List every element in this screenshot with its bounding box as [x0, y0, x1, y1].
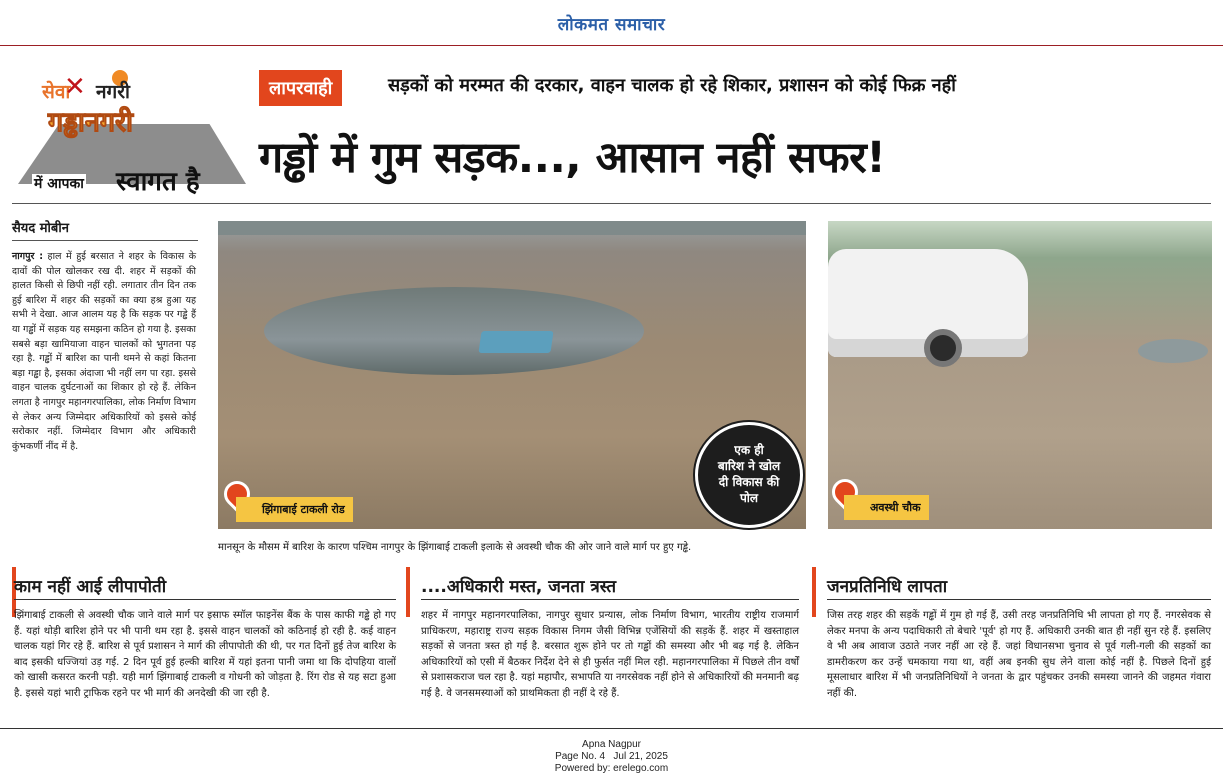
page-footer [0, 739, 1223, 775]
powered-by: Powered by: erelego.com [554, 763, 669, 774]
divider [12, 203, 1211, 204]
location-tag: झिंगाबाई टाकली रोड [236, 497, 353, 522]
kicker-label: लापरवाही [259, 70, 342, 106]
dateline: नागपुर : [12, 251, 43, 262]
section-body: जिस तरह शहर की सड़कें गड्ढों में गुम हो गई हैं, उसी तरह जनप्रतिनिधि भी लापता हो गए हैं. नगरसेवक से लेकर मनपा के अन्य पदाधिकारी तो बेचारे 'पूर्व' हो गए हैं. अधिकारी उनकी बात ही नहीं सुन रहे हैं. इसलिए वे भी अब आवाज उठाते नजर नहीं आ रहे हैं. जहां विधानसभा चुनाव से पूर्व गली-गली की सड़कों का डामरीकरण कर उन्हें चमकाया गया था, वहीं अब इनकी सुध लेने वाला कोई नहीं है. पिछले दिनों हुई मूसलाधार बारिश में भी जनप्रतिनिधियों ने जनता के द्वार पहुंचकर उनकी समस्या जानने की जहमत गंवारा नहीं की. [827, 610, 1211, 699]
logo-welcome-a: में आपका [34, 176, 84, 192]
location-tag: अवस्थी चौक [844, 495, 929, 520]
cross-mark-icon: ✕ [64, 72, 86, 102]
section-body: शहर में नागपुर महानगरपालिका, नागपुर सुधार प्रन्यास, लोक निर्माण विभाग, भारतीय राष्ट्रीय राजमार्ग प्राधिकरण, महाराष्ट्र राज्य सड़क विकास निगम जैसी विभिन्न एजेंसियों की सड़कें हैं. शहर में खस्ताहाल सड़कों से जनता त्रस्त हो गई है. बरसात शुरू होने पर तो गड्ढों की समस्या और भी बढ़ गई है. लेकिन अधिकारियों को एसी में बैठकर निर्देश देने से ही फुर्सत नहीं मिल रही. महानगरपालिका में पिछले तीन वर्षों से प्रशासकराज चल रहा है. यहां महापौर, सभापति या नगरसेवक नहीं होने से अधिकारियों की मनमानी बढ़ गई है. वे जनसमस्याओं को प्राथमिकता ही नहीं दे रहे हैं. [421, 610, 799, 699]
section-marker [812, 567, 816, 617]
byline: सैयद मोबीन [12, 221, 69, 236]
callout-bubble [695, 422, 803, 528]
lead-paragraph [12, 250, 196, 454]
callout-line: दी विकास की [718, 475, 780, 489]
column-logo [12, 70, 248, 200]
headline: गड्ढों में गुम सड़क..., आसान नहीं सफर! [259, 133, 886, 183]
logo-gaddhanagri: गड्ढानगरी [48, 107, 134, 138]
puddle-graphic [1138, 339, 1208, 363]
newspaper-name: लोकमत समाचार [557, 15, 666, 35]
section-body: झिंगाबाई टाकली से अवस्थी चौक जाने वाले मार्ग पर इसाफ स्मॉल फाइनेंस बैंक के पास काफी गड्ढे हो गए हैं. यहां थोड़ी बारिश होने पर भी पानी थम रहा है. इससे वाहन चालकों को कठिनाई हो रही है. कई वाहन चालक यहां गिर रहे हैं. बारिश से पूर्व प्रशासन ने मार्ग की लीपापोती की थी, पर गत दिनों हुई तेज बारिश के बाद इसकी धज्जियां उड़ गई. 2 दिन पूर्व हुई हल्की बारिश में यहां इतना पानी जमा था कि दोपहिया वालों को खासी कसरत करनी पड़ी. यही मार्ग झिंगाबाई टाकली व गोधनी को जोड़ता है. रिंग रोड से यह सटा हुआ है. इससे यहां भारी ट्राफिक रहने पर भी मार्ग की अनदेखी की जा रही है. [14, 610, 396, 699]
logo-welcome-b: स्वागत है [116, 167, 200, 197]
logo-seva: सेवा [42, 81, 71, 103]
divider [0, 728, 1223, 729]
edition-name: Apna Nagpur [582, 739, 641, 750]
divider [14, 599, 396, 600]
page-info: Page No. 4 Jul 21, 2025 [555, 751, 668, 762]
photo-awasthi-chowk [828, 221, 1212, 529]
section-marker [406, 567, 410, 617]
callout-line: बारिश ने खोल [717, 459, 781, 473]
divider [421, 599, 799, 600]
debris-graphic [478, 331, 553, 353]
logo-nagri: नगरी [96, 81, 130, 103]
photo-caption: मानसून के मौसम में बारिश के कारण पश्चिम नागपुर के झिंगाबाई टाकली इलाके से अवस्थी चौक की ओर जाने वाले मार्ग पर हुए गड्ढे. [218, 542, 692, 553]
section-title: ....अधिकारी मस्त, जनता त्रस्त [421, 577, 617, 597]
divider [12, 240, 198, 241]
section-title: जनप्रतिनिधि लापता [827, 577, 948, 597]
divider [827, 599, 1211, 600]
section-title: काम नहीं आई लीपापोती [14, 577, 167, 597]
callout-line: पोल [739, 491, 759, 505]
photo-background [218, 221, 806, 235]
puddle-graphic [264, 287, 644, 375]
masthead [0, 0, 1223, 46]
callout-line: एक ही [734, 443, 764, 457]
lead-text: हाल में हुई बरसात ने शहर के विकास के दावों की पोल खोलकर रख दी. शहर में सड़कों की हालत किसी से छिपी नहीं रही. लगातार तीन दिन तक हुई बारिश में शहर की सड़कों का क्या हश्र हुआ यह सभी ने देखा. आज आलम यह है कि सड़क पर गड्ढे हैं या गड्ढों में सड़क यह समझना कठिन हो गया है. इसका सबसे बड़ा खामियाजा वाहन चालकों को भुगतना पड़ रहा है. गड्ढों में बारिश का पानी थमने से कहां कितना बड़ा गड्ढा है, इसका अंदाजा भी नहीं लग पा रहा. इससे वाहन चालक दुर्घटनाओं का शिकार हो रहे हैं. लेकिन लगता है नागपुर महानगरपालिका, लोक निर्माण विभाग से लेकर अन्य जिम्मेदार अधिकारियों को इससे कोई सरोकार नहीं. जिम्मेदार विभाग और अधिकारी कुंभकर्णी नींद में है. [12, 251, 196, 452]
subheadline: सड़कों को मरम्मत की दरकार, वाहन चालक हो रहे शिकार, प्रशासन को कोई फिक्र नहीं [388, 75, 956, 96]
wheel-graphic [924, 329, 962, 367]
